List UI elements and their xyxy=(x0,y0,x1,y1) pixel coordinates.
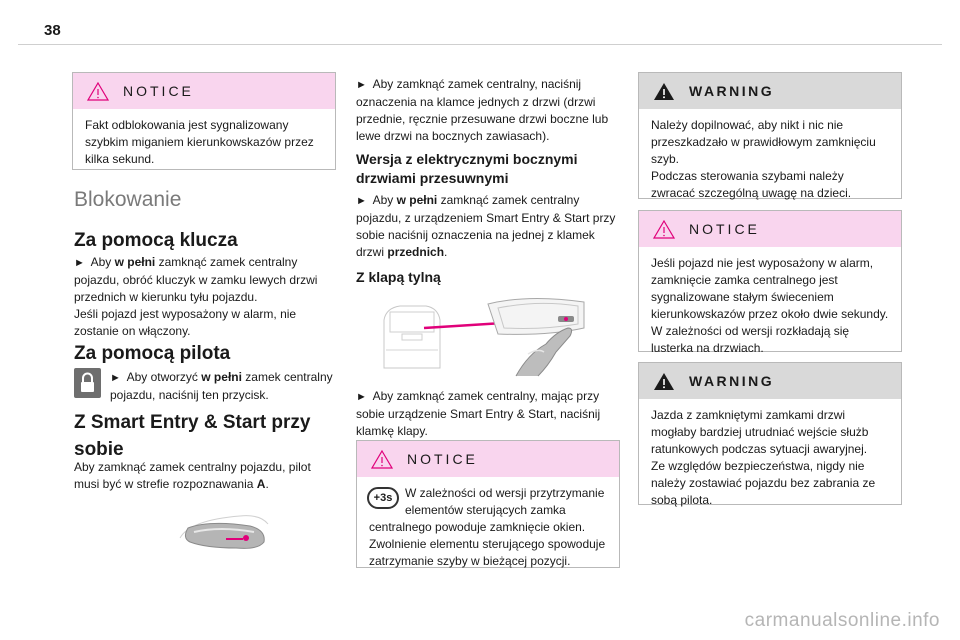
notice-content: +3s W zależności od wersji przytrzymanie elementów sterujących zamka centralnego powoduje zamknięcie okien. Zwolnienie elementu sterującego spowoduje zatrzymanie szyby w bieżącej pozycji. xyxy=(369,486,606,568)
bullet-arrow-icon: ► xyxy=(356,79,367,91)
notice-box-windows xyxy=(356,440,620,568)
tailgate-illustration xyxy=(378,292,598,378)
remote-paragraph: ► Aby otworzyć w pełni zamek centralny pojazdu, naciśnij ten przycisk. xyxy=(110,370,333,402)
handle-paragraph: ► Aby zamknąć zamek centralny, naciśnij oznaczenia na klamce jednych z drzwi (drzwi przednie, ręcznie przesuwane drzwi boczne lub lewe drzwi na bocznych zawiasach). xyxy=(356,77,609,143)
hold-3s-icon: +3s xyxy=(367,487,399,509)
key-paragraph: ► Aby w pełni zamknąć zamek centralny pojazdu, obróć kluczyk w zamku lewych drzwi przednich w kierunku tyłu pojazdu. Jeśli pojazd jest wyposażony w alarm, nie zostanie on włączony. xyxy=(74,255,318,338)
bullet-arrow-icon: ► xyxy=(356,391,367,403)
warning-header xyxy=(639,363,901,399)
warning-box-emergency xyxy=(638,362,902,505)
warning-content: Należy dopilnować, aby nikt i nic nie przeszkadzało w prawidłowym zamknięciu szyb. Podczas sterowania szybami należy zwracać szczególną uwagę na dzieci. xyxy=(651,118,876,200)
warning-triangle-icon xyxy=(653,372,675,391)
heading-smart-entry: Z Smart Entry & Start przy sobie xyxy=(74,412,311,460)
remote-lock-icon xyxy=(74,368,101,398)
warning-content: Jazda z zamkniętymi zamkami drzwi mogłaby bardziej utrudniać wejście służb ratunkowych podczas sytuacji awaryjnej. Ze względów bezpieczeństwa, nigdy nie należy zostawiać pojazdu bez zabrania ze sobą pilota. xyxy=(651,408,876,507)
watermark: carmanualsonline.info xyxy=(744,610,940,631)
notice-box-unlock xyxy=(72,72,336,170)
bullet-arrow-icon: ► xyxy=(74,257,85,269)
warning-triangle-icon xyxy=(653,82,675,101)
heading-key: Za pomocą klucza xyxy=(74,230,238,251)
notice-content: Jeśli pojazd nie jest wyposażony w alarm, zamknięcie zamka centralnego jest sygnalizowane stałym świeceniem kierunkowskazów przez około dwie sekundy. W zależności od wersji rozkładają się lusterka na drzwiach. xyxy=(651,256,889,355)
caution-triangle-icon xyxy=(371,450,393,469)
warning-box-windows xyxy=(638,72,902,199)
notice-header xyxy=(639,211,901,247)
warning-title: WARNING xyxy=(689,83,775,99)
warning-header xyxy=(639,73,901,109)
heading-remote: Za pomocą pilota xyxy=(74,343,231,364)
section-title: Blokowanie xyxy=(74,188,182,211)
page-number: 38 xyxy=(44,22,61,39)
caution-triangle-icon xyxy=(87,82,109,101)
notice-title: NOTICE xyxy=(407,451,478,467)
door-handle-illustration xyxy=(150,498,280,568)
caution-triangle-icon xyxy=(653,220,675,239)
notice-title: NOTICE xyxy=(123,83,194,99)
heading-tailgate: Z klapą tylną xyxy=(356,269,441,285)
heading-electric-doors: Wersja z elektrycznymi bocznymi drzwiami przesuwnymi xyxy=(356,151,578,186)
notice-header xyxy=(357,441,619,477)
notice-box-alarm xyxy=(638,210,902,355)
notice-title: NOTICE xyxy=(689,221,760,237)
bullet-arrow-icon: ► xyxy=(110,372,121,384)
notice-header xyxy=(73,73,335,109)
electric-doors-paragraph: ► Aby w pełni zamknąć zamek centralny pojazdu, z urządzeniem Smart Entry & Start przy sobie naciśnij oznaczenia na jednej z klamek drzwi przednich. xyxy=(356,193,616,259)
bullet-arrow-icon: ► xyxy=(356,195,367,207)
notice-text: Fakt odblokowania jest sygnalizowany szybkim miganiem kierunkowskazów przez kilka sekund. xyxy=(85,118,314,166)
smart-entry-paragraph: Aby zamknąć zamek centralny pojazdu, pilot musi być w strefie rozpoznawania A. xyxy=(74,460,311,491)
tailgate-paragraph: ► Aby zamknąć zamek centralny, mając przy sobie urządzenie Smart Entry & Start, naciśnij klamkę klapy. xyxy=(356,389,601,438)
top-divider xyxy=(18,44,942,45)
warning-title: WARNING xyxy=(689,373,775,389)
